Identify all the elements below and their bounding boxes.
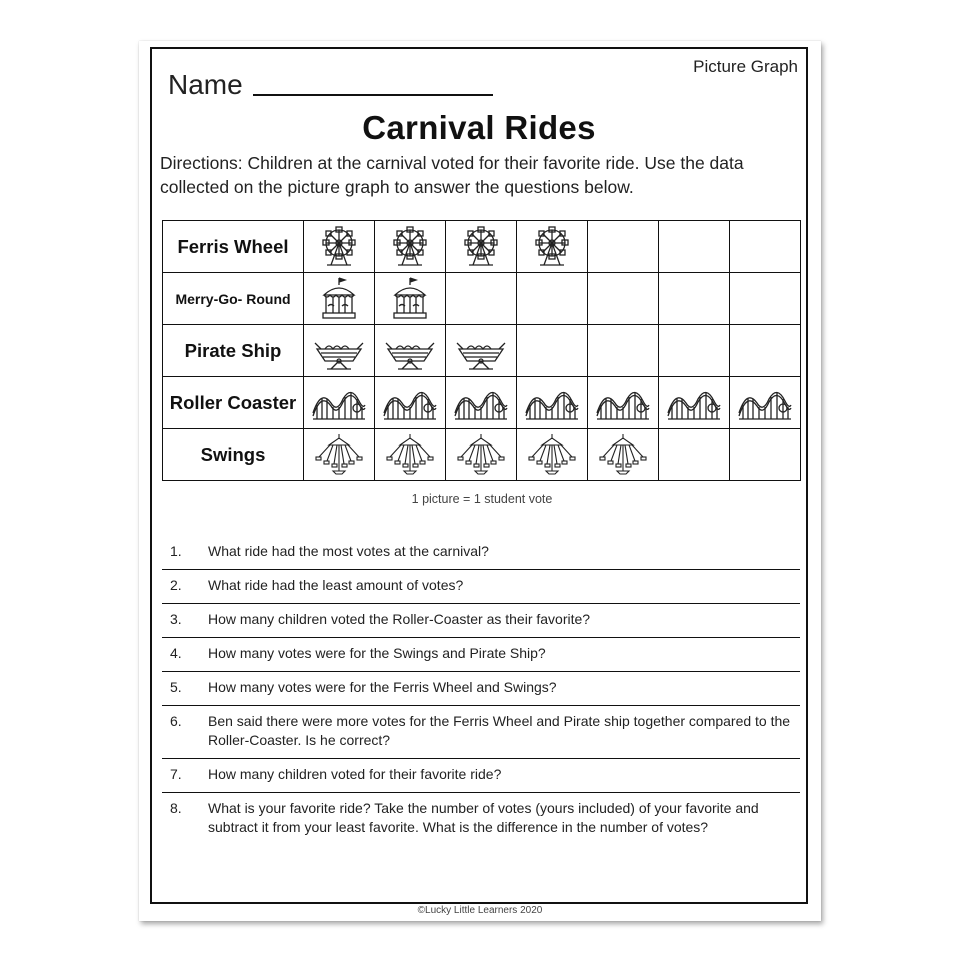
graph-cell <box>446 325 517 377</box>
question-item <box>162 793 800 845</box>
question-item <box>162 604 800 638</box>
directions-text: Directions: Children at the carnival voted for their favorite ride. Use the data collected on the picture graph to answer the questions below. <box>160 153 744 197</box>
graph-cell <box>517 429 588 481</box>
question-text: How many votes were for the Swings and Pirate Ship? <box>208 645 546 661</box>
graph-cell <box>446 221 517 273</box>
graph-cell <box>375 325 446 377</box>
graph-cell <box>517 221 588 273</box>
swings-icon <box>382 433 438 477</box>
carousel-icon <box>382 277 438 321</box>
worksheet-frame <box>150 47 808 904</box>
graph-cell <box>304 429 375 481</box>
row-label: Roller Coaster <box>163 377 304 429</box>
graph-cell <box>730 221 801 273</box>
swings-icon <box>524 433 580 477</box>
question-number: 1. <box>170 543 182 559</box>
question-item <box>162 638 800 672</box>
graph-row <box>163 221 801 273</box>
roller-coaster-icon <box>311 381 367 425</box>
ferris-wheel-icon <box>453 225 509 269</box>
graph-cell <box>588 377 659 429</box>
question-number: 7. <box>170 766 182 782</box>
question-text: How many children voted for their favorite ride? <box>208 766 502 782</box>
question-item <box>162 706 800 759</box>
graph-cell <box>517 377 588 429</box>
swings-icon <box>595 433 651 477</box>
carousel-icon <box>311 277 367 321</box>
graph-cell <box>659 377 730 429</box>
row-label: Pirate Ship <box>163 325 304 377</box>
question-text: How many votes were for the Ferris Wheel and Swings? <box>208 679 557 695</box>
graph-cell <box>730 429 801 481</box>
question-number: 5. <box>170 679 182 695</box>
graph-cell <box>517 325 588 377</box>
question-text: How many children voted the Roller-Coaster as their favorite? <box>208 611 591 627</box>
graph-row <box>163 429 801 481</box>
question-number: 6. <box>170 713 182 729</box>
graph-cell <box>304 325 375 377</box>
roller-coaster-icon <box>382 381 438 425</box>
roller-coaster-icon <box>595 381 651 425</box>
graph-cell <box>517 273 588 325</box>
graph-cell <box>659 429 730 481</box>
question-text: What ride had the most votes at the carnival? <box>208 543 489 559</box>
graph-cell <box>304 377 375 429</box>
graph-cell <box>375 221 446 273</box>
swings-icon <box>453 433 509 477</box>
name-label: Name <box>168 69 243 100</box>
question-number: 4. <box>170 645 182 661</box>
question-number: 8. <box>170 800 182 816</box>
graph-cell <box>446 273 517 325</box>
graph-cell <box>730 325 801 377</box>
question-text: What ride had the least amount of votes? <box>208 577 464 593</box>
graph-cell <box>375 377 446 429</box>
question-number: 2. <box>170 577 182 593</box>
question-item <box>162 570 800 604</box>
graph-cell <box>588 273 659 325</box>
row-label: Swings <box>163 429 304 481</box>
question-text: What is your favorite ride? Take the number of votes (yours included) of your favorite and subtract it from your least favorite. What is the difference in the number of votes? <box>208 800 759 835</box>
graph-row <box>163 273 801 325</box>
graph-cell <box>730 273 801 325</box>
roller-coaster-icon <box>666 381 722 425</box>
graph-cell <box>375 273 446 325</box>
pirate-ship-icon <box>453 329 509 373</box>
question-text: Ben said there were more votes for the Ferris Wheel and Pirate ship together compared to the Roller-Coaster. Is he correct? <box>208 713 791 748</box>
question-number: 3. <box>170 611 182 627</box>
name-row <box>168 69 493 101</box>
ferris-wheel-icon <box>311 225 367 269</box>
graph-cell <box>730 377 801 429</box>
page-title: Carnival Rides <box>362 109 596 146</box>
graph-cell <box>446 377 517 429</box>
question-item <box>162 672 800 706</box>
question-item <box>162 536 800 570</box>
graph-cell <box>375 429 446 481</box>
graph-key: 1 picture = 1 student vote <box>411 492 553 506</box>
graph-cell <box>659 273 730 325</box>
picture-graph <box>162 220 801 481</box>
swings-icon <box>311 433 367 477</box>
worksheet-type-label: Picture Graph <box>693 57 798 76</box>
graph-cell <box>304 273 375 325</box>
pirate-ship-icon <box>382 329 438 373</box>
graph-cell <box>588 325 659 377</box>
question-item <box>162 759 800 793</box>
graph-row <box>163 325 801 377</box>
graph-cell <box>659 325 730 377</box>
ferris-wheel-icon <box>524 225 580 269</box>
graph-cell <box>659 221 730 273</box>
graph-cell <box>446 429 517 481</box>
row-label: Merry-Go- Round <box>163 273 304 325</box>
roller-coaster-icon <box>737 381 793 425</box>
graph-row <box>163 377 801 429</box>
ferris-wheel-icon <box>382 225 438 269</box>
roller-coaster-icon <box>524 381 580 425</box>
graph-cell <box>588 429 659 481</box>
name-blank-line[interactable] <box>253 94 493 96</box>
row-label: Ferris Wheel <box>163 221 304 273</box>
questions-list <box>162 536 800 845</box>
pirate-ship-icon <box>311 329 367 373</box>
graph-cell <box>588 221 659 273</box>
graph-cell <box>304 221 375 273</box>
roller-coaster-icon <box>453 381 509 425</box>
copyright-footer: ©Lucky Little Learners 2020 <box>417 905 543 916</box>
